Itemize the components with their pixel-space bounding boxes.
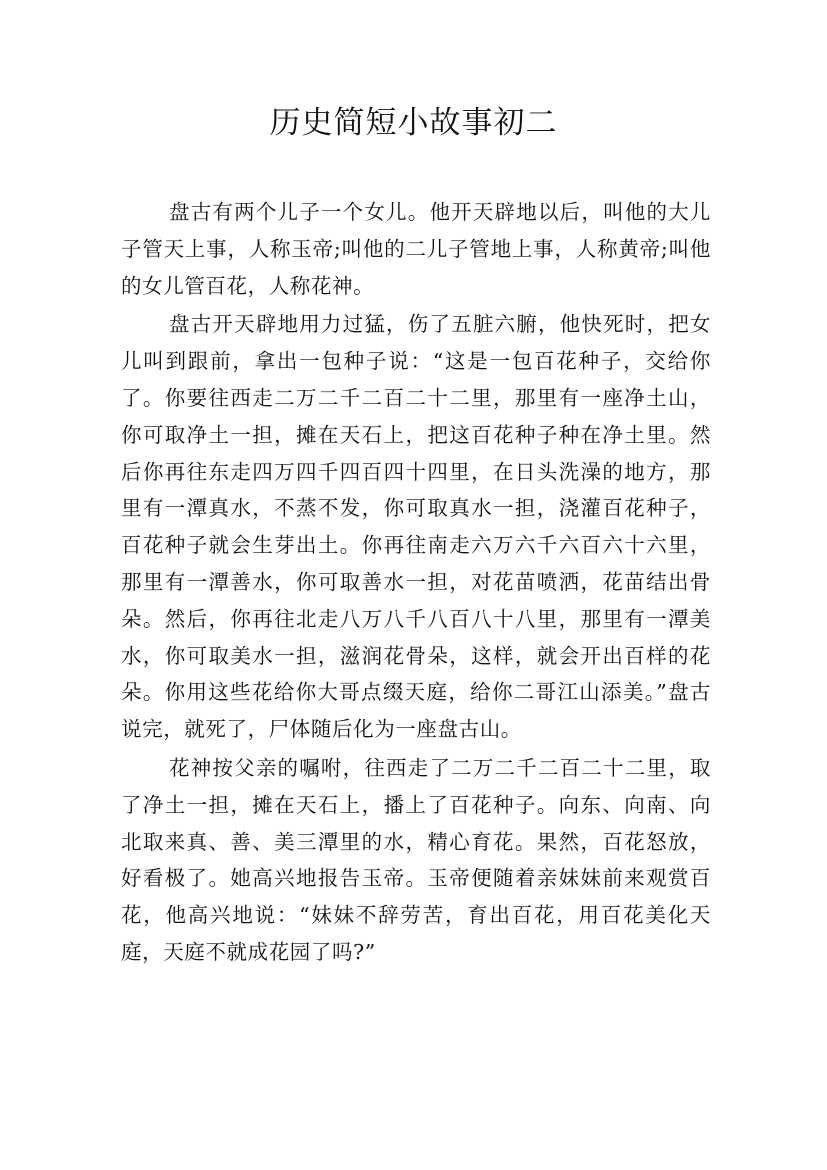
paragraph-1: 盘古有两个儿子一个女儿。他开天辟地以后，叫他的大儿子管天上事，人称玉帝;叫他的二儿子管地上事，人称黄帝;叫他的女儿管百花，人称花神。 — [121, 200, 711, 298]
document-title: 历史简短小故事初二 — [269, 105, 558, 141]
document-body — [121, 194, 711, 973]
paragraph-2: 盘古开天辟地用力过猛，伤了五脏六腑，他快死时，把女儿叫到跟前，拿出一包种子说：“这是一包百花种子，交给你了。你要往西走二万二千二百二十二里，那里有一座净土山，你可取净土一担，摊在天石上，把这百花种子种在净土里。然后你再往东走四万四千四百四十四里，在日头洗澡的地方，那里有一潭真水，不蒸不发，你可取真水一担，浇灌百花种子，百花种子就会生芽出土。你再往南走六万六千六百六十六里，那里有一潭善水，你可取善水一担，对花苗喷洒，花苗结出骨朵。然后，你再往北走八万八千八百八十八里，那里有一潭美水，你可取美水一担，滋润花骨朵，这样，就会开出百样的花朵。你用这些花给你大哥点缀天庭，给你二哥江山添美。”盘古说完，就死了，尸体随后化为一座盘古山。 — [121, 312, 711, 742]
paragraph-3: 花神按父亲的嘱咐，往西走了二万二千二百二十二里，取了净土一担，摊在天石上，播上了百花种子。向东、向南、向北取来真、善、美三潭里的水，精心育花。果然，百花怒放，好看极了。她高兴地报告玉帝。玉帝便随着亲妹妹前来观赏百花，他高兴地说：“妹妹不辞劳苦，育出百花，用百花美化天庭，天庭不就成花园了吗?” — [121, 755, 711, 964]
